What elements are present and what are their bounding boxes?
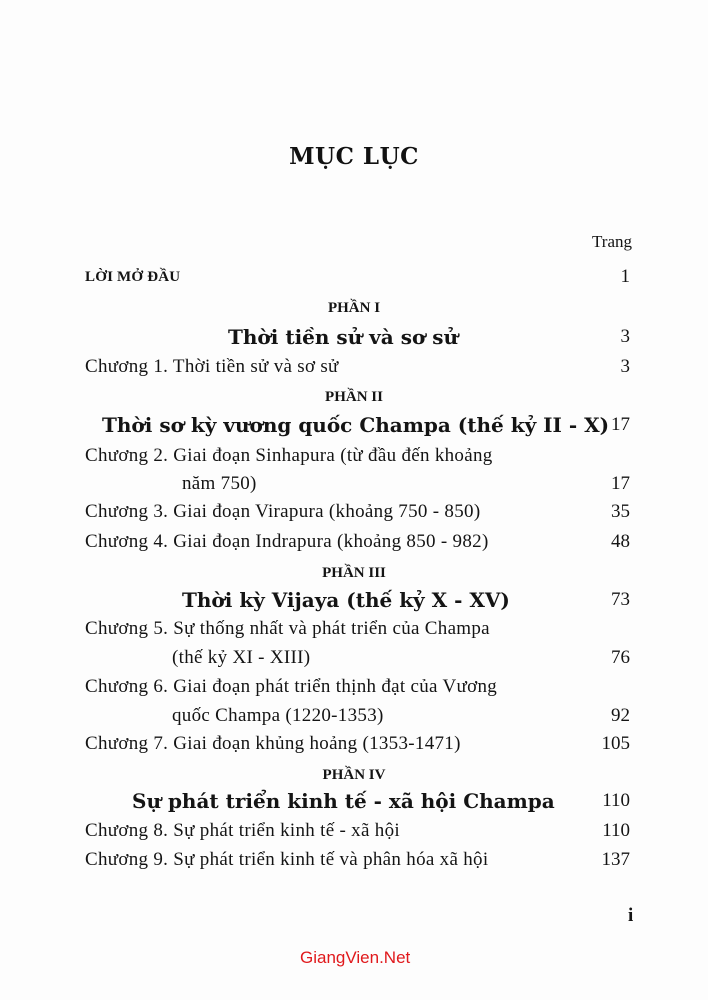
toc-chapter-text: năm 750) [182, 473, 257, 494]
toc-page-number: 137 [601, 849, 630, 870]
toc-part-label-text: PHẦN IV [322, 767, 386, 783]
toc-chapter [0, 672, 708, 702]
toc-chapter-text: Chương 4. Giai đoạn Indrapura (khoảng 850 - 982) [85, 531, 489, 552]
toc-chapter-text: quốc Champa (1220-1353) [172, 705, 384, 726]
toc-chapter-text: Chương 7. Giai đoạn khủng hoảng (1353-1471) [85, 733, 461, 754]
toc-part-title-text: Sự phát triển kinh tế - xã hội Champa [132, 789, 555, 813]
toc-page-number: 3 [620, 326, 630, 347]
toc-chapter-text: Chương 6. Giai đoạn phát triển thịnh đạt của Vương [85, 676, 498, 697]
watermark-text: GiangVien.Net [300, 948, 411, 967]
toc-chapter [0, 729, 708, 759]
toc-page-number: 110 [602, 820, 630, 841]
toc-part-label-text: PHẦN II [325, 389, 383, 405]
toc-page-number: 17 [611, 414, 630, 435]
toc-part-label [0, 558, 708, 588]
toc-part-title-text: Thời tiền sử và sơ sử [228, 325, 459, 349]
toc-entry-text: LỜI MỞ ĐẦU [85, 269, 181, 285]
page-folio-number: i [628, 905, 634, 926]
toc-page-number: 110 [602, 790, 630, 811]
toc-part-label [0, 382, 708, 412]
toc-part-title [0, 410, 708, 440]
toc-chapter [0, 845, 708, 875]
toc-page-number: 3 [620, 356, 630, 377]
toc-page-number: 1 [620, 266, 630, 287]
toc-chapter-text: Chương 1. Thời tiền sử và sơ sử [85, 356, 339, 377]
toc-part-title [0, 585, 708, 615]
toc-page-number: 76 [611, 647, 630, 668]
toc-chapter [0, 527, 708, 557]
toc-page-number: 92 [611, 705, 630, 726]
toc-chapter [0, 614, 708, 644]
toc-chapter-continuation [0, 469, 708, 499]
toc-page-number: 48 [611, 531, 630, 552]
toc-chapter-text: Chương 8. Sự phát triển kinh tế - xã hội [85, 820, 400, 841]
page-title: MỤC LỤC [289, 143, 419, 170]
toc-chapter-text: Chương 3. Giai đoạn Virapura (khoảng 750 - 850) [85, 501, 481, 522]
toc-chapter-text: Chương 9. Sự phát triển kinh tế và phân hóa xã hội [85, 849, 489, 870]
toc-page-number: 17 [611, 473, 630, 494]
toc-chapter [0, 352, 708, 382]
toc-chapter-text: (thế kỷ XI - XIII) [172, 647, 311, 668]
toc-part-title-text: Thời kỳ Vijaya (thế kỷ X - XV) [182, 588, 510, 612]
toc-chapter-text: Chương 5. Sự thống nhất và phát triển của Champa [85, 618, 490, 639]
toc-part-title [0, 786, 708, 816]
toc-chapter [0, 816, 708, 846]
toc-part-label-text: PHẦN III [322, 565, 386, 581]
toc-part-label-text: PHẦN I [327, 300, 381, 316]
toc-part-title [0, 322, 708, 352]
toc-chapter [0, 441, 708, 471]
toc-chapter-continuation [0, 701, 708, 731]
toc-page-number: 73 [611, 589, 630, 610]
toc-part-label [0, 293, 708, 323]
toc-page-number: 105 [601, 733, 630, 754]
toc-entry-front-matter [0, 262, 708, 292]
toc-page-number: 35 [611, 501, 630, 522]
toc-chapter-continuation [0, 643, 708, 673]
toc-chapter-text: Chương 2. Giai đoạn Sinhapura (từ đầu đến khoảng [85, 445, 493, 466]
toc-part-title-text: Thời sơ kỳ vương quốc Champa (thế kỷ II - X) [102, 413, 610, 437]
toc-chapter [0, 497, 708, 527]
page-column-header: Trang [592, 232, 632, 251]
